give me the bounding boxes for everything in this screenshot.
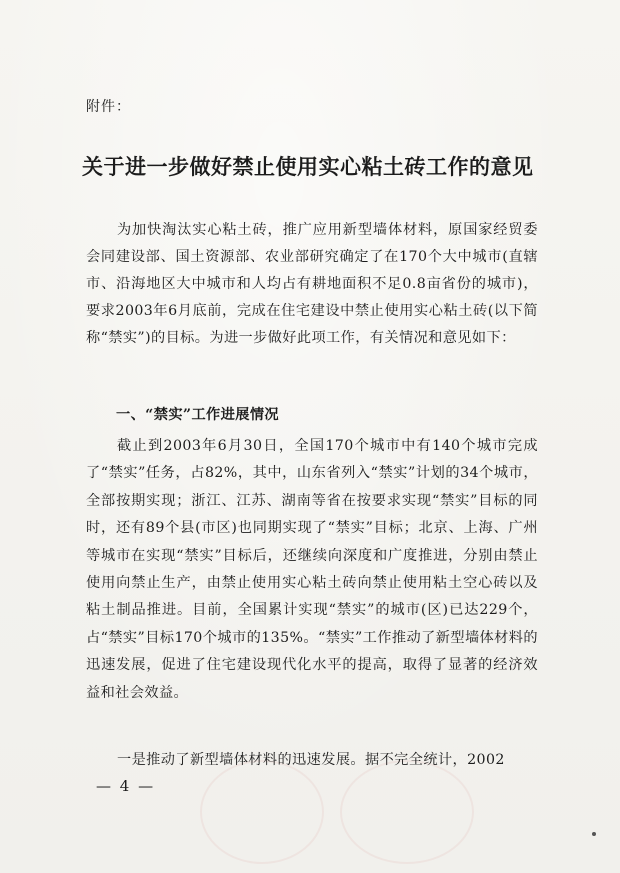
speck (592, 832, 596, 836)
seal-bleedthrough (200, 760, 324, 864)
page-number: — 4 — (96, 777, 156, 795)
seal-bleedthrough (340, 760, 474, 864)
section-heading: 一、“禁实”工作进展情况 (116, 407, 279, 423)
attachment-label: 附件： (86, 99, 131, 115)
document-title: 关于进一步做好禁止使用实心粘土砖工作的意见 (82, 154, 534, 179)
intro-paragraph: 为加快淘汰实心粘土砖，推广应用新型墙体材料，原国家经贸委会同建设部、国土资源部、农业部研究确定了在170个大中城市(直辖市、沿海地区大中城市和人均占有耕地面积不足0.8亩省份的城市)，要求2003年6月底前，完成在住宅建设中禁止使用实心粘土砖(以下简称“禁实”)的目标。为进一步做好此项工作，有关情况和意见如下： (86, 222, 538, 346)
section-body-paragraph: 截止到2003年6月30日，全国170个城市中有140个城市完成了“禁实”任务，占82%，其中，山东省列入“禁实”计划的34个城市，全部按期实现；浙江、江苏、湖南等省在按要求实现“禁实”目标的同时，还有89个县(市区)也同期实现了“禁实”目标；北京、上海、广州等城市在实现“禁实”目标后，还继续向深度和广度推进，分别由禁止使用向禁止生产，由禁止使用实心粘土砖向禁止使用粘土空心砖以及粘土制品推进。目前，全国累计实现“禁实”的城市(区)已达229个，占“禁实”目标170个城市的135%。“禁实”工作推动了新型墙体材料的迅速发展，促进了住宅建设现代化水平的提高，取得了显著的经济效益和社会效益。 (86, 438, 538, 701)
point-paragraph: 一是推动了新型墙体材料的迅速发展。据不完全统计，2002 (117, 752, 505, 768)
